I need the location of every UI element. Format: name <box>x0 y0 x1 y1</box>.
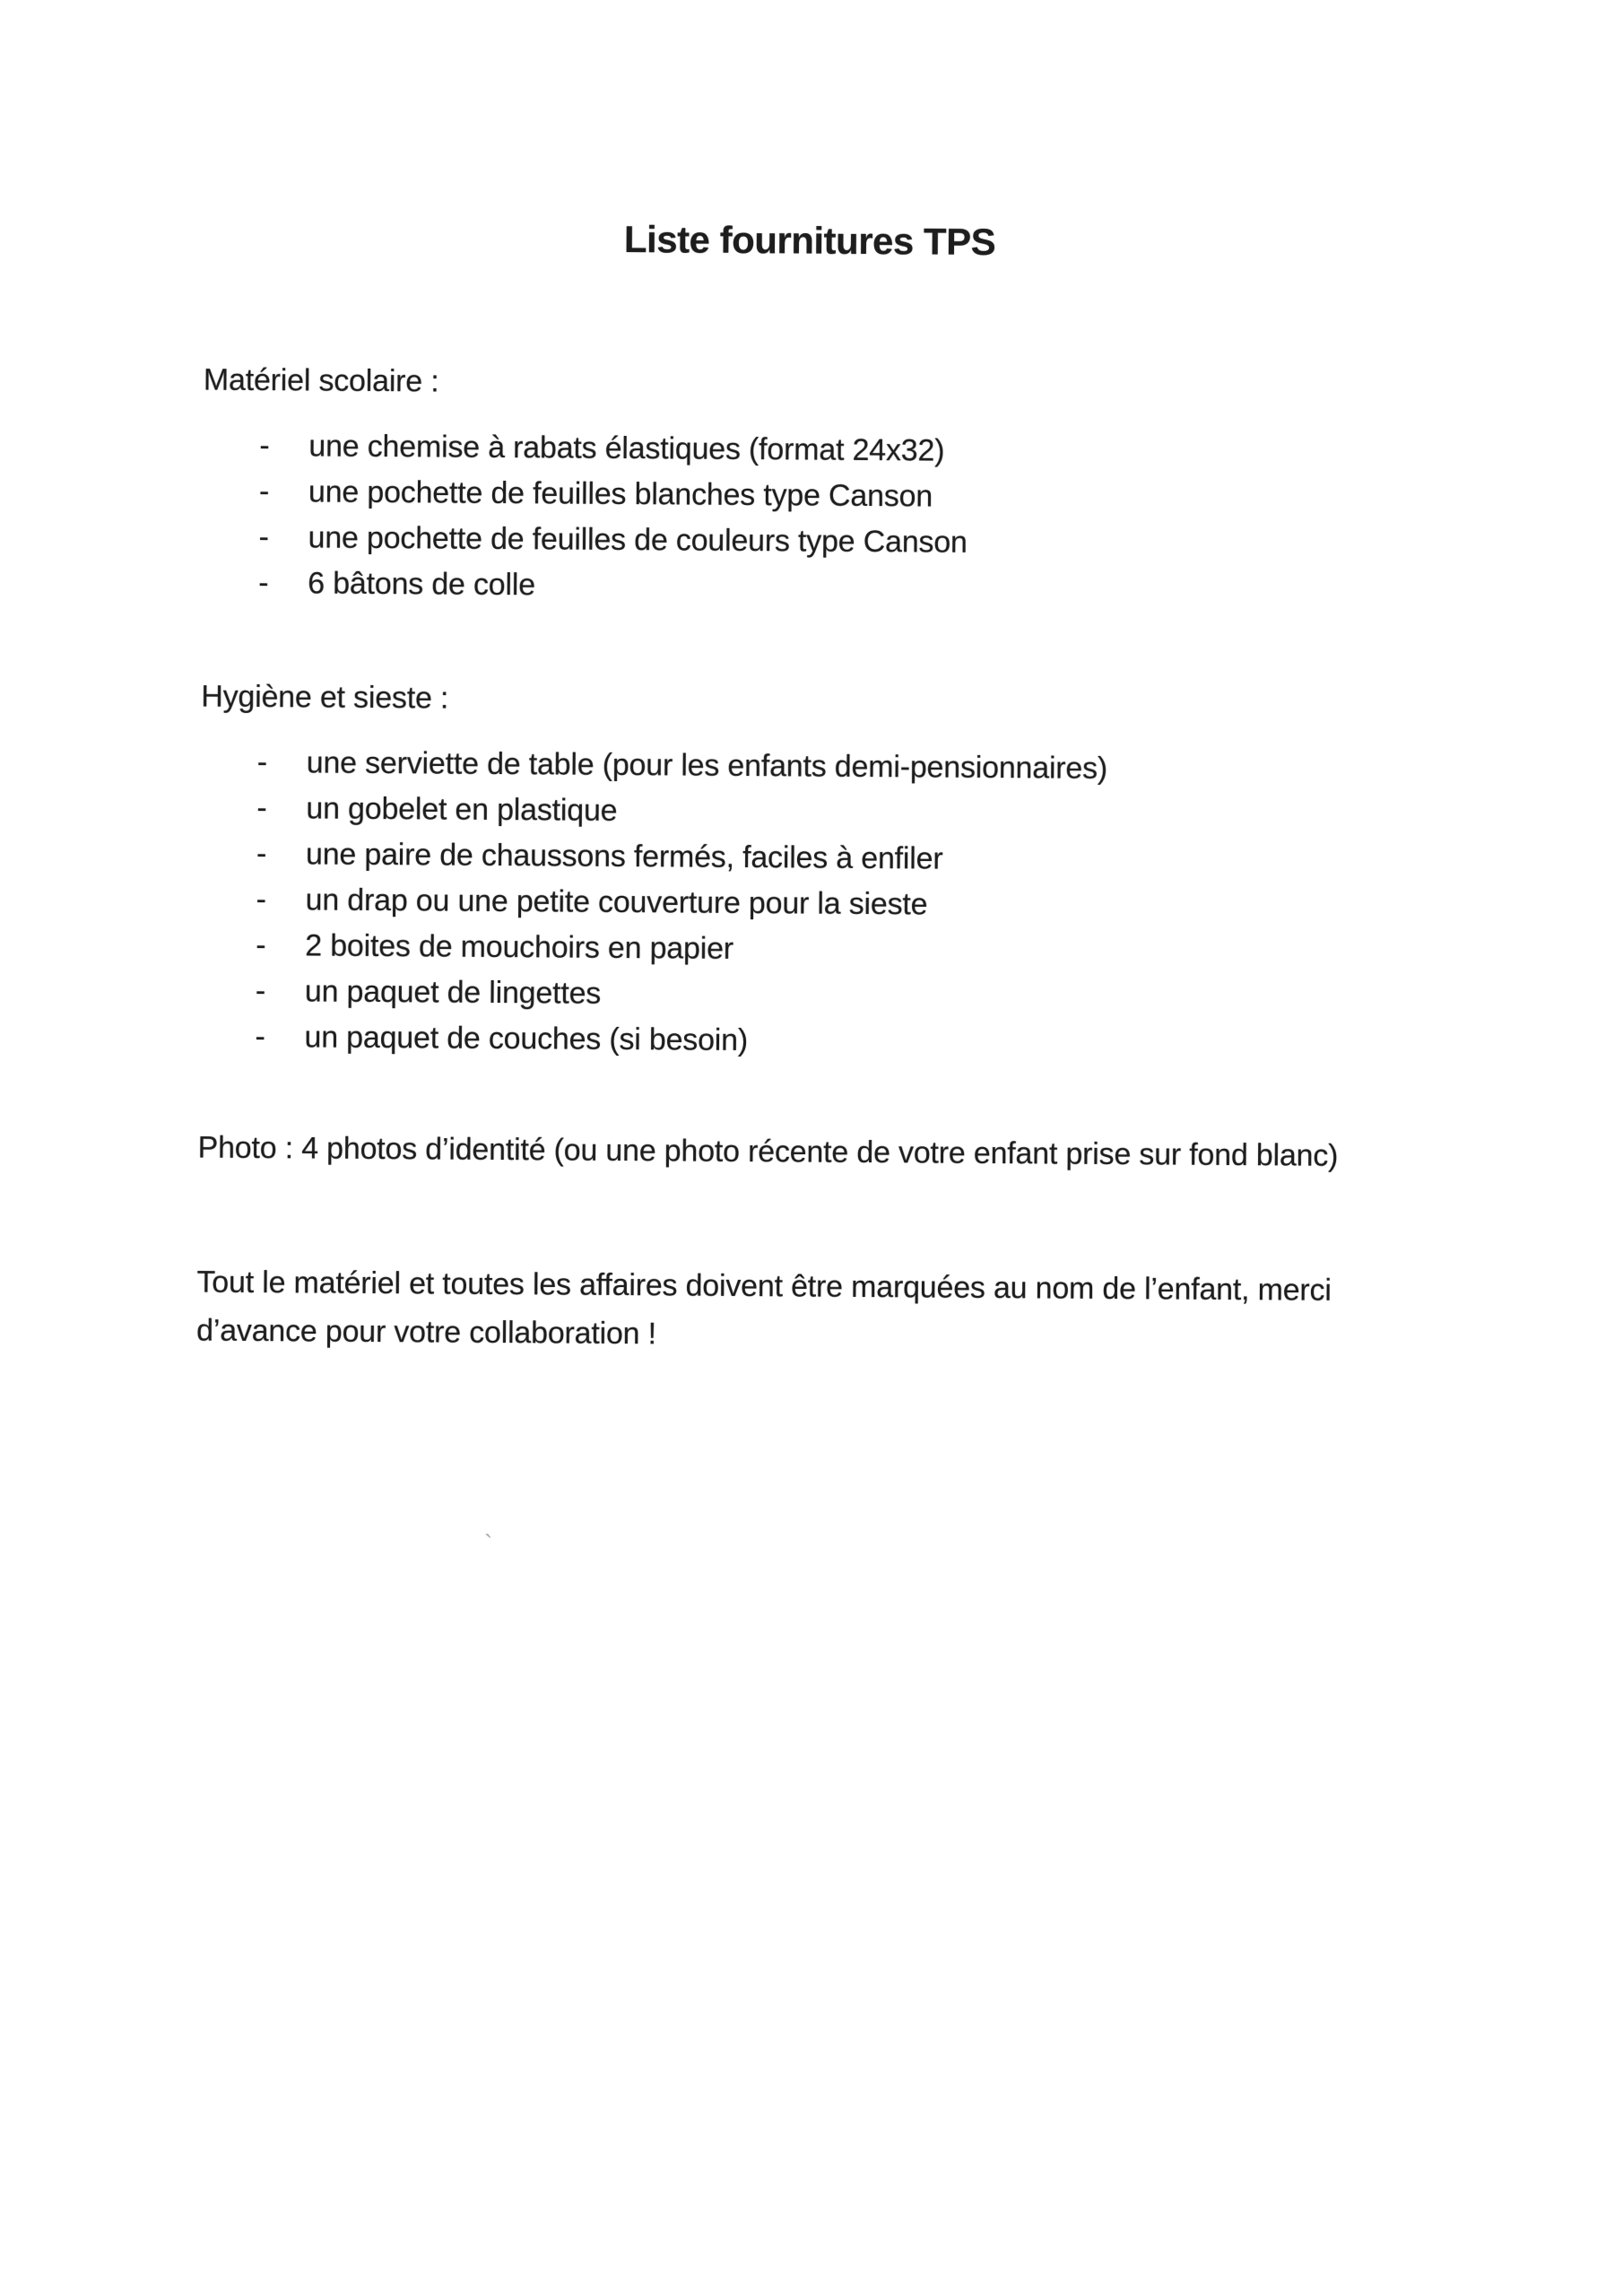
scan-artifact-mark: ` <box>484 1530 493 1558</box>
footer-note-line: Tout le matériel et toutes les affaires doivent être marquées au nom de l’enfant, merci <box>196 1265 1332 1308</box>
hygiene-sieste-list <box>198 740 1456 1069</box>
list-item-text: 2 boites de mouchoirs en papier <box>305 928 734 966</box>
list-item-text: une pochette de feuilles de couleurs type Canson <box>308 520 968 560</box>
bullet-dash: - <box>256 883 266 918</box>
list-item-text: un paquet de lingettes <box>304 974 602 1011</box>
list-item-text: une pochette de feuilles blanches type Canson <box>308 474 933 514</box>
list-item-text: une paire de chaussons fermés, faciles à enfiler <box>305 837 943 876</box>
list-item <box>255 1014 1454 1069</box>
bullet-dash: - <box>255 974 266 1009</box>
list-item-text: une serviette de table (pour les enfants demi-pensionnaires) <box>306 745 1108 786</box>
section-heading-materiel-scolaire: Matériel scolaire : <box>203 362 439 399</box>
bullet-dash: - <box>256 791 267 826</box>
bullet-dash: - <box>255 1020 265 1055</box>
bullet-dash: - <box>256 928 266 963</box>
footer-note-line: d’avance pour votre collaboration ! <box>195 1313 657 1352</box>
bullet-dash: - <box>258 520 269 555</box>
bullet-dash: - <box>256 837 267 872</box>
list-item-text: une chemise à rabats élastiques (format 24x32) <box>308 429 945 468</box>
list-item-text: un paquet de couches (si besoin) <box>304 1020 749 1058</box>
bullet-dash: - <box>258 474 270 509</box>
bullet-dash: - <box>259 429 270 464</box>
photo-instruction-line: Photo : 4 photos d’identité (ou une photo récente de votre enfant prise sur fond blanc) <box>197 1130 1339 1173</box>
materiel-scolaire-list <box>202 423 1458 615</box>
list-item-text: un gobelet en plastique <box>306 791 618 828</box>
footer-note <box>196 1258 1453 1364</box>
bullet-dash: - <box>258 566 269 601</box>
document-title: Liste fournitures TPS <box>623 218 996 264</box>
list-item-text: 6 bâtons de colle <box>308 566 536 603</box>
bullet-dash: - <box>256 745 268 780</box>
section-heading-hygiene-sieste: Hygiène et sieste : <box>201 679 449 716</box>
document-body <box>196 358 1459 1364</box>
list-item-text: un drap ou une petite couverture pour la sieste <box>305 883 928 922</box>
list-item <box>258 561 1457 615</box>
